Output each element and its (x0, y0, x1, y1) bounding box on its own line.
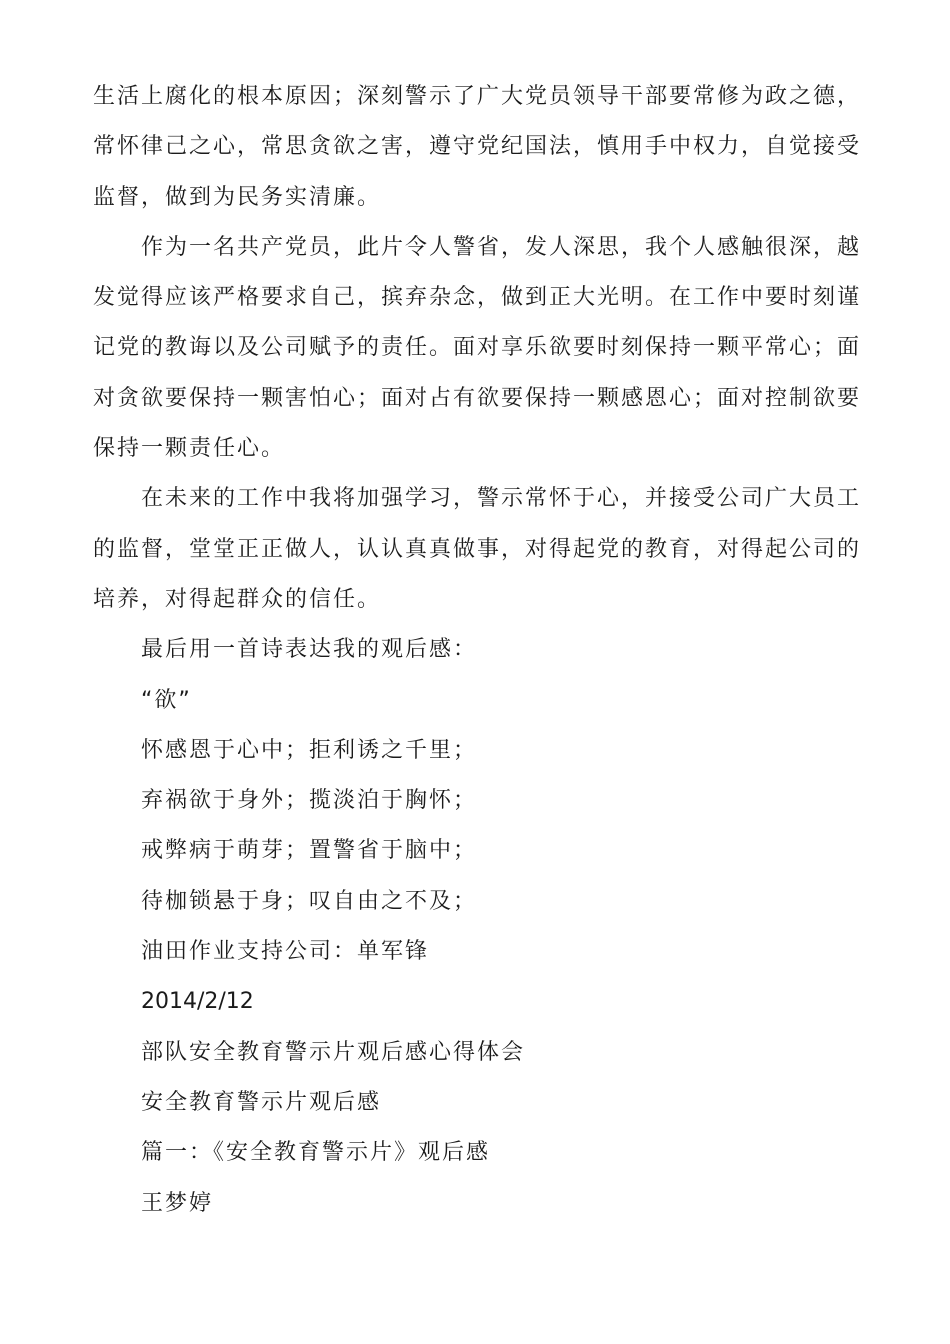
poem-line-4: 待枷锁悬于身；叹自由之不及； (141, 888, 478, 914)
date: 2014/2/12 (141, 989, 254, 1015)
author-name: 王梦婷 (141, 1190, 214, 1216)
paragraph-party-member: 作为一名共产党员，此片令人警省，发人深思，我个人感触很深，越发觉得应该严格要求自己，摈弃杂念，做到正大光明。在工作中要时刻谨记党的教诲以及公司赋予的责任。面对享乐欲要时刻保持一颗平常心；面对贪欲要保持一颗害怕心；面对占有欲要保持一颗感恩心；面对控制欲要保持一颗责任心。 (93, 234, 862, 462)
poem-line-2: 弃祸欲于身外；揽淡泊于胸怀； (141, 788, 478, 814)
poem-line-3: 戒弊病于萌芽；置警省于脑中； (141, 838, 478, 864)
paragraph-continuation: 生活上腐化的根本原因；深刻警示了广大党员领导干部要常修为政之德，常怀律己之心，常思贪欲之害，遵守党纪国法，慎用手中权力，自觉接受监督，做到为民务实清廉。 (93, 84, 862, 210)
document-body (93, 72, 861, 1229)
signature: 油田作业支持公司：单军锋 (141, 939, 430, 965)
poem-intro: 最后用一首诗表达我的观后感： (141, 637, 478, 663)
poem-line-1: 怀感恩于心中；拒利诱之千里； (141, 737, 478, 763)
heading-part-one: 篇一：《安全教育警示片》观后感 (141, 1140, 491, 1166)
poem-title: “欲” (141, 687, 192, 713)
heading-military-safety: 部队安全教育警示片观后感心得体会 (141, 1039, 526, 1065)
heading-safety-review: 安全教育警示片观后感 (141, 1089, 382, 1115)
paragraph-future-work: 在未来的工作中我将加强学习，警示常怀于心，并接受公司广大员工的监督，堂堂正正做人，认认真真做事，对得起党的教育，对得起公司的培养，对得起群众的信任。 (93, 486, 862, 612)
